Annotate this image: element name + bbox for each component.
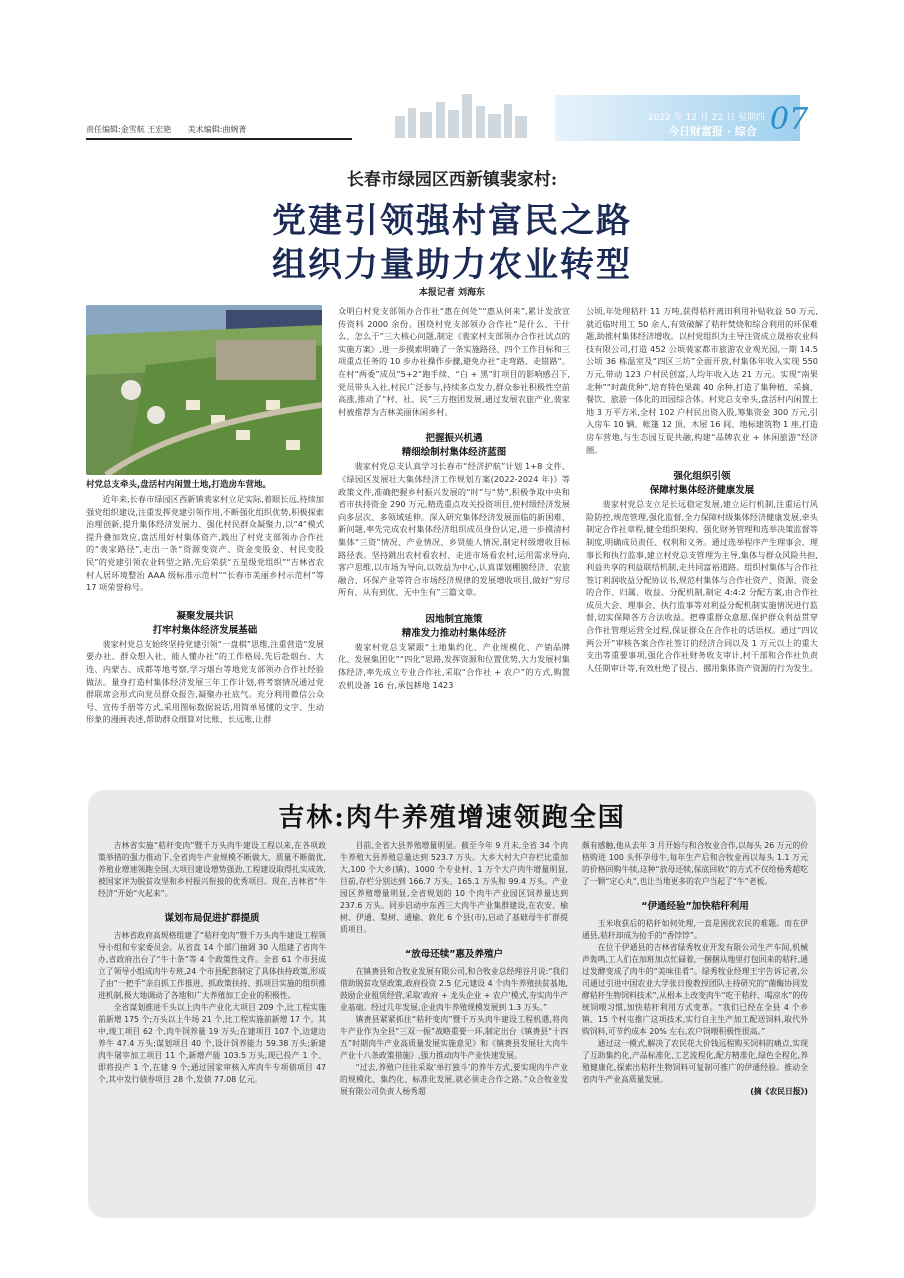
art-editor-credit: 美术编辑:曲婉菁 [187, 125, 247, 134]
bottom-column-1 [98, 840, 326, 1086]
paragraph: 通过这一模式,解决了农民花大价钱远程购买饲料的痛点,实现了互助集约化,产品标准化,工艺流程化,配方精准化,绿色全程化,养殖健康化,探索出秸秆生物饲料可复制可推广的伊通经验。推动全省肉牛产业高质量发展。 [582, 1039, 808, 1084]
byline: 本报记者 刘海东 [418, 288, 486, 298]
bottom-column-3 [582, 840, 808, 1098]
paragraph: “过去,养殖户往往采取‘单打独斗’的养牛方式,要实现肉牛产业的规模化、集约化、标准化发展,就必须走合作之路。”众合牧业发展有限公司负责人杨秀超 [340, 1063, 568, 1096]
paragraph: 全省谋划推进千头以上肉牛产业化大项目 209 个,比工程实施前新增 175 个;万头以上牛场 21 个,比工程实施前新增 17 个。其中,竣工项目 62 个,肉牛饲养量 19 万头;在建项目 107 个,边建边养牛 47.4 万头;谋划项目 40 个,设计饲养能力 59.38 万头;新建肉牛屠宰加工项目 11 个,新增产能 103.5 万头,现已投产 1 个、即将投产 1 个,在建 9 个;通过国家审核入库肉牛专项债项目 47 个,其中发行债券项目 28 个,发债 77.08 亿元。 [98, 1003, 326, 1084]
subhead: 因地制宜施策 [425, 613, 483, 625]
paragraph: 在位于伊通县的吉林省绿秀牧业开发有限公司生产车间,机械声轰鸣,工人们在加班加点忙碌着,一捆捆从地里打包回来的秸秆,通过发酵变成了肉牛的“美味佳肴”。绿秀牧业经理王宇告诉记者,公司通过引进中国农业大学张日俊教授团队主持研究的“菌酶协同发酵秸秆生物饲料技术”,从根本上改变肉牛“吃干秸秆、喝凉水”的传统饲喂习惯,加快秸秆利用方式变革。“我们已经在全县 4 个乡镇、15 个村屯推广这项技术,实行自主生产加工配送饲料,取代外购饲料,可节约成本 20% 左右,农户饲喂积极性很高。” [582, 943, 808, 1036]
article-column-1 [86, 493, 324, 726]
subhead: 把握振兴机遇 [425, 433, 483, 445]
subhead: 打牢村集体经济发展基础 [152, 624, 258, 636]
section-name: 今日财富报 · 综合 [668, 125, 757, 138]
page-number: 07 [770, 102, 809, 137]
paragraph: 目前,全省大县养殖增量明显。截至今年 9 月末,全省 34 个肉牛养殖大县养殖总量达到 523.7 万头。大乡大村大户存栏比重加大,100 个大乡(镇)、1000 个专业村、1 万个大户肉牛增量明显,目前,存栏分别达到 166.7 万头、165.1 万头和 99.4 万头。产业园区养殖增量明显,全省规划的 10 个肉牛产业园区饲养量达到 237.6 万头。同步启动中东西三大肉牛产业集群建设,在农安、榆树、伊通、梨树、通榆、敦化 6 个县(市),启动了基础母牛扩群提质项目。 [340, 841, 568, 934]
source-credit: (摘《农民日报》) [750, 1087, 808, 1096]
bottom-column-2 [340, 840, 568, 1098]
paragraph: 裴家村党总支紧跟“土地集约化、产业规模化、产销品牌化、发展集团化”“四化”思路,发挥资源和位置优势,大力发展村集体经济,率先成立专业合作社,采取“合作社 + 农户”的方式,购置农机设备 16 台,承包耕地 1423 [338, 641, 570, 690]
subhead: 精细绘制村集体经济蓝图 [401, 447, 507, 459]
editors-line [86, 124, 261, 135]
paragraph: 颇有感触,他从去年 3 月开始与和合牧业合作,以每头 26 万元的价格购进 100 头怀孕母牛,每年生产后和合牧业再以每头 1.1 万元的价格回购牛犊,这种“放母还犊,保底回收”的方式不仅给杨秀超吃了一颗“定心丸”,也让当地更多的农户当起了“牛”老板。 [582, 841, 808, 886]
paragraph: 在镇赉县和合牧业发展有限公司,和合牧业总经理谷月说:“我们借助脱贫攻坚政策,政府投资 2.5 亿元建设 4 个肉牛养殖扶贫基地,鼓励企业租赁经营,采取‘政府 + 龙头企业 + 农户’模式,夯实肉牛产业基础。经过几年发展,企业肉牛养殖规模发展到 1.3 万头。” [340, 967, 568, 1012]
subhead: “放母还犊”惠及养殖户 [405, 949, 503, 960]
article-column-3 [586, 305, 818, 674]
article-title-line2: 组织力量助力农业转型 [272, 245, 632, 285]
paragraph: 吉林省政府高规格组建了“秸秆变肉”暨千万头肉牛建设工程领导小组和专家委员会。从省直 14 个部门抽调 30 人组建了省肉牛办,省政府出台了“牛十条”等 4 个政策性文件。全省 61 个市县成立了领导小组成肉牛专班,24 个市县配套制定了具体扶持政策,形成了由“一把手”亲自抓工作推进、抓政策扶持、抓项目实施的组织推进机制,极大地调动了各地和广大养殖加工企业的积极性。 [98, 931, 326, 1000]
editor-credit: 责任编辑:金雪航 王宏艳 [86, 125, 172, 134]
paragraph: 裴家村党总支始终坚持党建引领“一盘棋”思维,注重营造“发展要办社、群众想入社、能人懂办社”的工作格局,先后赴烟台、大连、内蒙古、成都等地考察,学习烟台等地党支部领办合作社经验做法。量身打造村集体经济发展三年工作计划,将考察情况通过党群联席会形式向党员群众报告,凝聚办社底气。充分利用微信公众号、宣传手册等方式,采用图标数据说话,用简单易懂的文字、生动形象的漫画表述,帮助群众细算对比账、长远账,让群 [86, 638, 324, 725]
article-column-2 [338, 305, 570, 691]
subhead: 谋划布局促进扩群提质 [164, 913, 260, 924]
paragraph: 裴家村党总支认真学习长春市“经济护航”计划 1+8 文件、《绿园区发展壮大集体经济工作规划方案(2022-2024 年)》等政策文件,准确把握乡村振兴发展的“时”与“势”,积极争取中央和省市扶持资金 290 万元,精选重点攻关投资项目,使村级经济发展向多层次、多领域延伸。深入研究集体经济发展面临的新困难、新问题,率先完成农村集体经济组织成员身份认定,进一步摸清村集体“三资”情况、产业情况、乡贤能人情况,制定村级增收目标路径表。坚持跳出农村看农村、走进市场看农村,运用需求导向,客户思维,以市场为导向,以效益为中心,认真谋划棚膜经济、农旅融合、环保产业等符合市场经济规律的发展增收项目,做好“穷尽所有、从有到优、无中生有”三篇文章。 [338, 461, 570, 598]
article-title-line1: 党建引领强村富民之路 [272, 201, 632, 241]
photo-caption: 村党总支牵头,盘活村内闲置土地,打造房车营地。 [86, 480, 271, 490]
subhead: 精准发力推动村集体经济 [401, 627, 507, 639]
paragraph: 公顷,年处理秸秆 11 万吨,获得秸秆离田利用补贴收益 50 万元,就近临时用工 50 余人,有效破解了秸秆焚烧和综合利用的环保难题,助推村集体经济增收。以村党组织为主导注资成立晟裕农业科技有限公司,打造 452 公顷裴家都市旅游农业观光园,一期 14.5 公顷 36 栋温室及“四区三坊”全面开放,村集体年收入实现 550 万元,带动 123 户村民创富,人均年收入达 21 万元。实现“南果北种”“时蔬优种”,培育特色果蔬 40 余种,打造了集种植、采摘、餐饮、旅游一体化的田园综合体。村党总支牵头,盘活村内闲置土地 3 万平方米,全村 102 户村民出资入股,筹集资金 300 万元,引入房车 10 辆、帐篷 12 顶、木屋 16 间、地标建筑物 1 座,打造房车营地,与生态园互促共融,构建“品牌农业 + 休闲旅游”经济圈。 [586, 306, 818, 455]
article-kicker: 长春市绿园区西新镇裴家村: [346, 170, 558, 190]
city-skyline-graphic [390, 88, 540, 138]
bottom-story-title: 吉林:肉牛养殖增速领跑全国 [278, 803, 626, 833]
subhead: “伊通经验”加快秸秆利用 [641, 901, 749, 912]
paragraph: 吉林省实施“秸秆变肉”暨千万头肉牛建设工程以来,在各项政策举措的强力推动下,全省肉牛产业规模不断做大、质量不断做优,养殖业增速领跑全国,大项目建设增势强劲,工程建设取得扎实成效,被国家评为脱贫攻坚和乡村振兴衔接的优秀项目。现在,吉林省“牛经济”开始“火起来”。 [98, 841, 326, 898]
paragraph: 裴家村党总支立足长远稳定发展,建立运行机制,注重运行风险防控,规范管理,强化监督,全力保障村级集体经济健康发展,牵头制定合作社章程,健全组织架构、强化财务管理和选举决策监督等制度,明确成员责任、权利和义务。通过选举程序产生理事会、理事长和执行监事,建立村党总支管理为主导,集体与群众风险共担,利益共享的利益联结机制,走共同富裕道路。组织村集体与合作社签订利润收益分配协议书,规范村集体与合作社资产、资源、资金的合作、归属、收益、分配机制,制定 4:4:2 分配方案,由合作社成员大会、理事会、执行监事等对利益分配机制实施情况进行监督,切实保障各方合法收益。把尊重群众意愿,保护群众利益贯穿合作社管理运营全过程,保证群众在合作社的话语权。通过“四议两公开”审核各案合作社签订的经济合同以及 1 万元以上的重大支出等重要事项,强化合作社财务收支审计,村干部和合作社负责人任期审计等,有效杜绝了侵占、挪用集体资产资源的行为发生。 [586, 499, 818, 673]
subhead: 保障村集体经济健康发展 [649, 485, 755, 497]
subhead: 强化组织引领 [673, 471, 731, 483]
header-rule [86, 138, 352, 140]
issue-date: 2022 年 12 月 22 日 星期四 [648, 113, 765, 123]
subhead: 凝聚发展共识 [176, 610, 234, 622]
paragraph: 玉米收获后的秸秆如何处理,一直是困扰农民的难题。而在伊通县,秸秆却成为抢手的“香饽饽”。 [582, 919, 808, 940]
paragraph: 镇赉县紧紧抓住“秸秆变肉”暨千万头肉牛建设工程机遇,将肉牛产业作为全县“三双一振”战略重要一环,制定出台《镇赉县“十四五”时期肉牛产业高质量发展实施意见》和《镇赉县发展壮大肉牛产业十八条政策措施》,强力推动肉牛产业快速发展。 [340, 1015, 568, 1060]
paragraph: 近年来,长春市绿园区西新镇裴家村立足实际,着眼长远,持续加强党组织建设,注重发挥党建引领作用,不断强化组织优势,积极探索治理创新,提升集体经济发展力、强化村民群众凝聚力,以“4”模式提升叠加效应,盘活用好村集体资产,践出了村党支部领办合作社的“裴家路径”,走出一条“资源变资产、资金变股金、村民变股民”的党建引领农业转型之路,先后荣获“五星级党组织”“吉林省农村人居环境整治 AAA 级标准示范村”“长春市美丽乡村示范村”等 17 项荣誉称号。 [86, 494, 324, 593]
paragraph: 众明白村党支部领办合作社“惠在何处”“惠从何来”,累计发放宣传资料 2000 余份。围绕村党支部领办合作社“是什么、干什么、怎么干”三大核心问题,制定《裴家村支部领办合作社试点的实施方案》,进一步摸索明确了一条实施路径、四个工作目标和三项重点任务的 10 步办社操作步骤,避免办社“走弯路、走错路”。在村“两委”成员“5+2”跑手续、“白 + 黑”盯项目的影响感召下,党员带头入社,村民广泛参与,持续多点发力,群众参社积极性空前高涨,推动了“村、社、民”三方抱团发展,通过发展农旅产业,裴家村被推荐为吉林美丽休闲乡村。 [338, 306, 570, 417]
aerial-photo-rv-camp [86, 305, 322, 475]
